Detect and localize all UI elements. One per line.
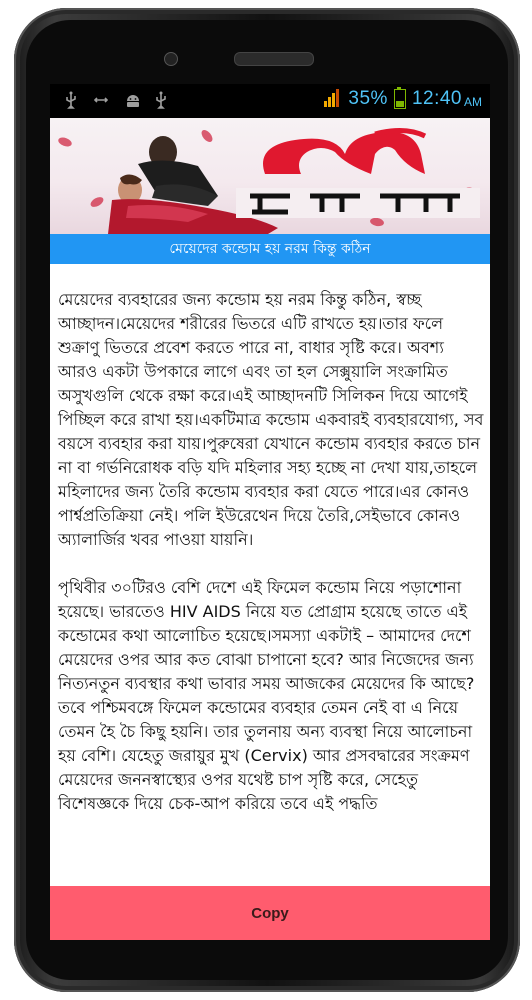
clock: 12:40: [411, 88, 462, 109]
clock-ampm: AM: [464, 95, 482, 109]
debug-icon: [94, 91, 108, 109]
android-icon: [124, 91, 138, 109]
screen: [50, 84, 490, 940]
usb-icon: [154, 91, 168, 109]
status-right: [322, 88, 482, 110]
article-paragraph: মেয়েদের ব্যবহারের জন্য কন্ডোম হয় নরম কিন্তু কঠিন, স্বচ্ছ আচ্ছাদন।মেয়েদের শরীরের ভিতরে এটি রাখতে হয়।তার ফলে শুক্রাণু ভিতরে প্রবেশ করতে পারে না, বাধার সৃষ্টি করে। অবশ্য আরও একটা উপকারে লাগে এবং তা হল সেক্সুয়ালি সংক্রামিত অসুখগুলি থেকে রক্ষা করে।এই আচ্ছাদনটি সিলিকন দিয়ে আগেই পিচ্ছিল করে রাখা হয়।একটিমাত্র কন্ডোম একবারই ব্যবহারযোগ্য, সব বয়সে ব্যবহার করা যায়।পুরুষেরা যেখানে কন্ডোম ব্যবহার করতে চান না বা গর্ভনিরোধক বড়ি যদি মহিলার সহ্য হচ্ছে না দেখা যায়,তাহলে মহিলাদের জন্য তৈরি কন্ডোম ব্যবহার করা যেতে পারে।এর কোনও পার্শ্বপ্রতিক্রিয়া নেই। পলি ইউরেথেন দিয়ে তৈরি,সেইভাবে কোনও অ্যালার্জির খবর পাওয়া যায়নি।: [58, 290, 484, 549]
copy-bar: [50, 886, 490, 940]
battery-percent: 35%: [348, 88, 388, 109]
banner-subtitle-strip: [230, 182, 484, 222]
status-bar: [50, 84, 490, 118]
signal-icon: [322, 89, 342, 109]
copy-button[interactable]: Copy: [50, 886, 490, 940]
usb-icon: [64, 91, 78, 109]
article-content[interactable]: [50, 264, 490, 886]
front-camera: [164, 52, 178, 66]
notification-icons: [64, 91, 168, 109]
battery-icon: [394, 89, 406, 109]
app-banner: [50, 118, 490, 234]
article-paragraph: পৃথিবীর ৩০টিরও বেশি দেশে এই ফিমেল কন্ডোম নিয়ে পড়াশোনা হয়েছে। ভারতেও HIV AIDS নিয়ে যত প্রোগ্রাম হয়েছে তাতে এই কন্ডোমের কথা আলোচিত হয়েছে।সমস্যা একটাই – আমাদের দেশে মেয়েদের ওপর আর কত বোঝা চাপানো হবে? আর নিজেদের জন্য নিত্যনতুন ব্যবস্থার কথা ভাবার সময় আজকের মেয়েদের কি আছে? তবে পশ্চিমবঙ্গে ফিমেল কন্ডোমের ব্যবহার তেমন নেই বা এ নিয়ে তেমন হৈ চৈ কিছু হয়নি। তার তুলনায় অন্য ব্যবস্থা নিয়ে আলোচনা হয় বেশি। যেহেতু জরায়ুর মুখ (Cervix) আর প্রসবদ্বারের সংক্রমণ মেয়েদের জননস্বাস্থ্যের ওপর যথেষ্ট চাপ সৃষ্টি করে, সেহেতু বিশেষজ্ঞকে দিয়ে চেক-আপ করিয়ে তবে এই পদ্ধতি: [58, 578, 475, 813]
earpiece-speaker: [234, 52, 314, 66]
article-title: মেয়েদের কন্ডোম হয় নরম কিন্তু কঠিন: [50, 234, 490, 264]
